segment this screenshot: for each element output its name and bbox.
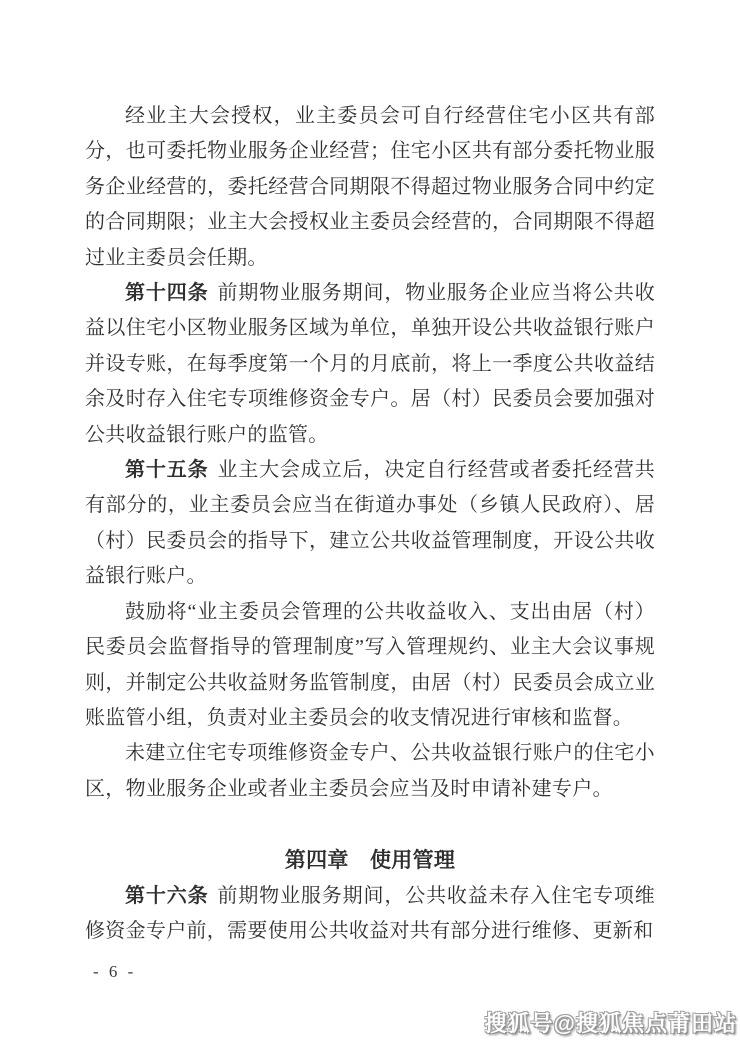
paragraph bbox=[85, 736, 655, 807]
paragraph-text: 经业主大会授权，业主委员会可自行经营住宅小区共有部分，也可委托物业服务企业经营；住宅小区共有部分委托物业服务企业经营的，委托经营合同期限不得超过物业服务合同中约定的合同期限；业主大会授权业主委员会经营的，合同期限不得超过业主委员会任期。 bbox=[85, 105, 655, 269]
article-number: 第十六条 bbox=[125, 884, 209, 907]
paragraph-text: 未建立住宅专项维修资金专户、公共收益银行账户的住宅小区，物业服务企业或者业主委员会应当及时申请补建专户。 bbox=[85, 742, 655, 800]
page-number: - 6 - bbox=[93, 962, 137, 981]
paragraph bbox=[85, 879, 655, 950]
paragraph-text: 前期物业服务期间，公共收益未存入住宅专项维修资金专户前，需要使用公共收益对共有部分进行维修、更新和 bbox=[85, 884, 655, 942]
paragraph bbox=[85, 453, 655, 595]
document-body bbox=[85, 99, 655, 949]
paragraph-text: 业主大会成立后，决定自行经营或者委托经营共有部分的，业主委员会应当在街道办事处（乡镇人民政府）、居（村）民委员会的指导下，建立公共收益管理制度，开设公共收益银行账户。 bbox=[85, 459, 655, 588]
paragraph bbox=[85, 276, 655, 453]
paragraph bbox=[85, 99, 655, 276]
article-number: 第十四条 bbox=[125, 282, 209, 305]
paragraph bbox=[85, 595, 655, 737]
paragraph-text: 鼓励将“业主委员会管理的公共收益收入、支出由居（村）民委员会监督指导的管理制度”写入管理规约、业主大会议事规则，并制定公共收益财务监管制度，由居（村）民委员会成立业账监管小组，负责对业主委员会的收支情况进行审核和监督。 bbox=[85, 600, 655, 729]
chapter-title-text: 第四章 使用管理 bbox=[284, 849, 456, 873]
article-number: 第十五条 bbox=[125, 459, 209, 482]
paragraph-text: 前期物业服务期间，物业服务企业应当将公共收益以住宅小区物业服务区域为单位，单独开设公共收益银行账户并设专账，在每季度第一个月的月底前，将上一季度公共收益结余及时存入住宅专项维修资金专户。居（村）民委员会要加强对公共收益银行账户的监管。 bbox=[85, 282, 655, 446]
chapter-heading bbox=[85, 843, 655, 878]
watermark: 搜狐号@搜狐焦点莆田站 bbox=[484, 1011, 737, 1036]
